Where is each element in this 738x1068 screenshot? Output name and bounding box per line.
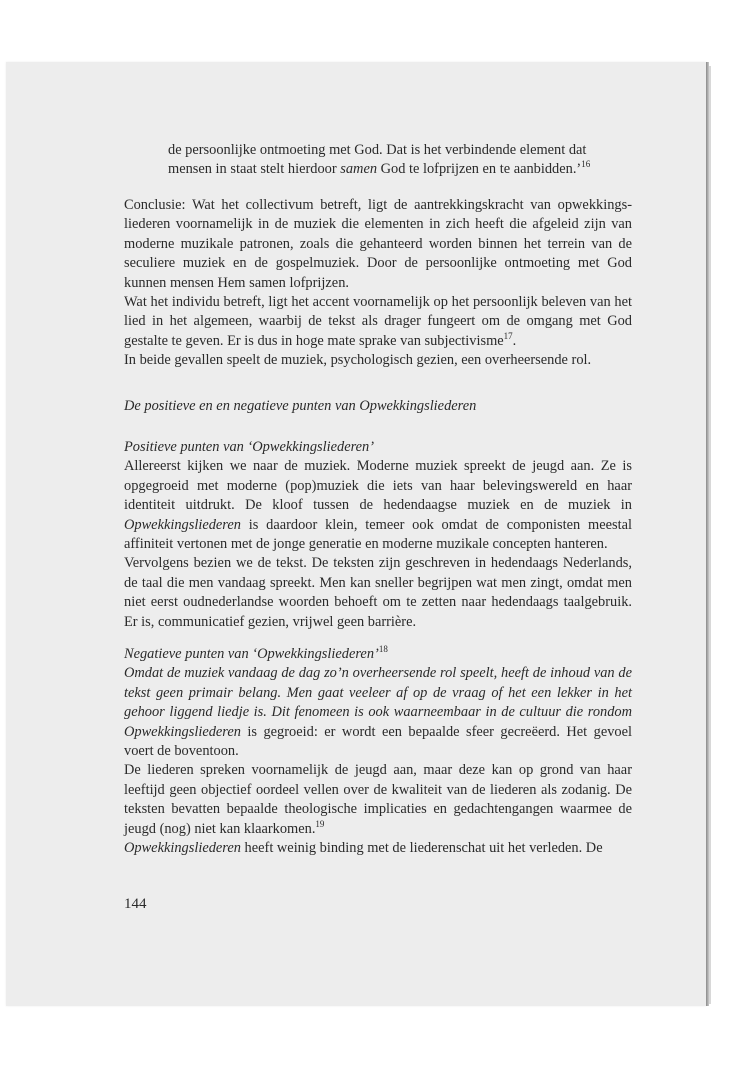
- negative-heading: Negatieve punten van ‘Opwekkingsliederen’$^{18}$: [124, 644, 388, 662]
- page-edge-highlight: [709, 66, 711, 1004]
- footnote-ref-19: 19: [315, 818, 325, 829]
- quote-line-1: de persoonlijke ontmoeting met God. Dat is het verbindende element dat: [168, 142, 587, 158]
- footnote-ref-17: 17: [503, 331, 513, 342]
- positive-paragraph-2: Vervolgens bezien we de tekst. De teksten zijn geschreven in hedendaags Nederlands, de taal die men vandaag spreekt. Men kan sneller begrijpen wat men zingt, omdat men niet eerst oudnederlandse woorden behoeft om te zetten naar hedendaags taalgebruik. Er is, communicatief gezien, vrijwel geen barrière.: [124, 555, 632, 630]
- page-number: 144: [124, 896, 147, 912]
- footnote-ref-18: 18: [378, 644, 388, 655]
- negative-paragraph-1: Omdat de muziek vandaag de dag zo’n overheersende rol speelt, heeft de inhoud van de tekst geen primair belang. Men gaat veeleer af op de vraag of het een lekker in het gehoor liggend liedje is. Dit fenomeen is ook waarneembaar in de cultuur die rondom Opwekkingsliederen is gegroeid: er wordt een bepaalde sfeer gecreëerd. Het gevoel voert de boventoon.: [124, 665, 632, 760]
- quote-block: [124, 141, 632, 180]
- section-heading-block: [124, 397, 632, 416]
- negative-paragraph-3: Opwekkingsliederen heeft weinig binding met de liederenschat uit het verleden. De: [124, 840, 603, 857]
- positive-section: [124, 438, 632, 632]
- section-heading: De positieve en en negatieve punten van Opwekkingsliederen: [124, 398, 477, 414]
- conclusion-paragraph-3: In beide gevallen speelt de muziek, psychologisch gezien, een overheersende rol.: [124, 352, 592, 369]
- negative-paragraph-2: De liederen spreken voornamelijk de jeugd aan, maar deze kan op grond van haar leeftijd geen objectief oordeel vellen over de kwaliteit van de liederen als zodanig. De teksten bevatten bepaalde theologische implicaties en gedachtengangen waarmee de jeugd (nog) niet kan klaarkomen.$^{19}$: [124, 762, 632, 837]
- quote-line-2: mensen in staat stelt hierdoor samen God te lofprijzen en te aanbidden.’$^{16}$: [168, 159, 591, 178]
- conclusion-paragraph-2: Wat het individu betreft, ligt het accent voornamelijk op het persoonlijk beleven van het lied in het algemeen, waarbij de tekst als drager fungeert om de omgang met God gestalte te geven. Er is dus in hoge mate sprake van subjectivisme$^{17}$.: [124, 294, 632, 349]
- positive-heading: Positieve punten van ‘Opwekkingsliederen’: [124, 439, 375, 455]
- negative-section: [124, 645, 632, 858]
- conclusion-block: [124, 196, 632, 371]
- footnote-ref-16: 16: [581, 159, 591, 170]
- conclusion-paragraph-1: Conclusie: Wat het collectivum betreft, ligt de aantrekkingskracht van opwekkingsliederen voornamelijk in de muziek die elementen in zich heeft die afgeleid zijn van moderne muzikale patronen, zoals die gehanteerd worden binnen het terrein van de seculiere muziek en de gospelmuziek. Door de persoonlijke ontmoeting met God kunnen mensen Hem samen lofprijzen.: [124, 197, 632, 291]
- positive-paragraph-1: Allereerst kijken we naar de muziek. Moderne muziek spreekt de jeugd aan. Ze is opgegroeid met moderne (pop)muziek die iets van haar belevingswereld en haar identiteit uitdrukt. De kloof tussen de hedendaagse muziek en de muziek in Opwekkingsliederen is daardoor klein, temeer ook omdat de componisten meestal affiniteit vertonen met de jonge generatie en moderne muzikale concepten hanteren.: [124, 458, 632, 553]
